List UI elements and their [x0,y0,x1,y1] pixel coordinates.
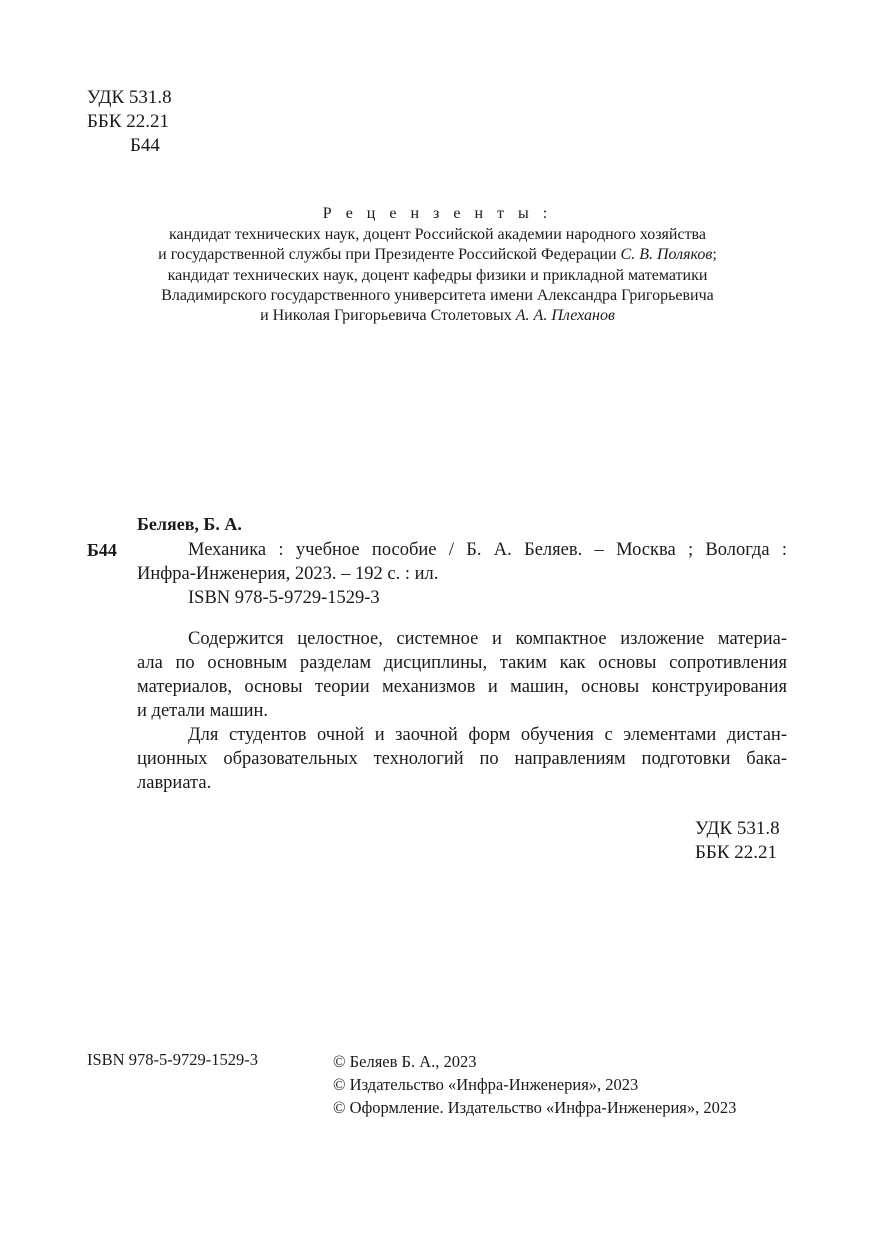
reviewer-affiliation: и государственной службы при Президенте Российской Федерации [158,246,617,264]
reviewer-line [0,245,875,265]
udk-code: УДК 531.8 [87,87,172,108]
udk-code: УДК 531.8 [695,818,780,839]
reviewer-name: С. В. Поляков [620,246,713,264]
abstract-paragraph [137,627,787,723]
footer-isbn: ISBN 978-5-9729-1529-3 [87,1050,258,1069]
copyright-line: © Оформление. Издательство «Инфра-Инженерия», 2023 [333,1098,737,1117]
reviewer-line: кандидат технических наук, доцент Российской академии народного хозяйства [168,226,706,244]
author-mark: Б44 [130,135,160,156]
reviewer-line: Владимирского государственного университета имени Александра Григорьевича [161,286,714,304]
author-heading: Беляев, Б. А. [137,514,242,534]
top-classification-codes [87,86,172,158]
abstract-line: ала по основным разделам дисциплины, таким как основы сопротивления [137,653,787,673]
abstract-line: Для студентов очной и заочной форм обучения с элементами дистан- [188,725,787,745]
copyright-line: © Издательство «Инфра-Инженерия», 2023 [333,1075,639,1094]
separator: ; [712,246,717,264]
reviewers-block [0,204,875,326]
reviewer-line [0,306,875,326]
bib-title-line: Механика : учебное пособие / Б. А. Беляев. – Москва ; Вологда : [188,540,787,560]
copyright-block [333,1050,736,1119]
abstract-line: ционных образовательных технологий по направлениям подготовки бака- [137,749,787,769]
reviewer-line: кандидат технических наук, доцент кафедры физики и прикладной математики [167,266,708,284]
bib-publisher-line: Инфра-Инженерия, 2023. – 192 с. : ил. [137,564,439,584]
abstract-line: и детали машин. [137,701,269,721]
bottom-classification-codes [695,817,780,865]
abstract [137,627,787,795]
bib-author-mark: Б44 [87,540,117,560]
reviewers-heading: Р е ц е н з е н т ы : [322,205,553,222]
abstract-paragraph [137,723,787,795]
bib-isbn: ISBN 978-5-9729-1529-3 [188,588,380,608]
reviewer-name: А. А. Плеханов [515,307,615,325]
bbk-code: ББК 22.21 [87,111,169,132]
bibliographic-record [137,538,787,610]
copyright-line: © Беляев Б. А., 2023 [333,1052,477,1071]
abstract-line: Содержится целостное, системное и компактное изложение материа- [188,629,787,649]
reviewer-affiliation: и Николая Григорьевича Столетовых [260,307,512,325]
abstract-line: материалов, основы теории механизмов и машин, основы конструирования [137,677,787,697]
abstract-line: лавриата. [137,773,212,793]
bbk-code: ББК 22.21 [695,842,777,863]
